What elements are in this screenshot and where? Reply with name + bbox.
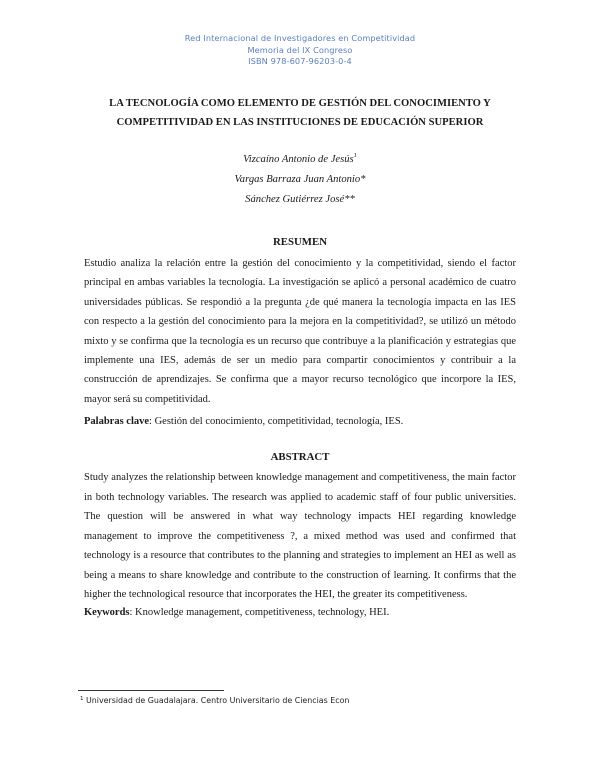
resumen-body	[84, 254, 516, 409]
author-list	[0, 150, 600, 210]
running-header	[0, 33, 600, 68]
abstract-keywords	[84, 603, 516, 622]
resumen-keywords-text: : Gestión del conocimiento, competitividad, tecnología, IES.	[149, 416, 404, 427]
paper-title	[60, 94, 540, 132]
author-1-name: Vizcaíno Antonio de Jesús	[243, 154, 354, 165]
abstract-paragraph: Study analyzes the relationship between knowledge management and competitiveness, the main factor in both technology variables. The research was applied to academic staff of four public universities. The question will be answered in what way technology impacts HEI regarding knowledge management to improve the competitiveness ?, a mixed method was used and confirmed that technology is a resource that contributes to the planning and strategies to implement an HEI as well as being a means to share knowledge and contribute to the construction of learning. It confirms that the higher the technological resource that incorporates the HEI, the greater its competitiveness.	[84, 472, 516, 600]
author-2: Vargas Barraza Juan Antonio*	[234, 174, 366, 185]
footnote-mark: 1	[80, 696, 84, 702]
header-congress: Memoria del IX Congreso	[247, 44, 353, 55]
resumen-keywords	[84, 412, 516, 431]
resumen-heading: RESUMEN	[273, 236, 327, 248]
author-1	[0, 150, 600, 170]
author-1-footnote-mark: 1	[353, 152, 357, 159]
resumen-keywords-label: Palabras clave	[84, 416, 150, 427]
title-line-2: COMPETITIVIDAD EN LAS INSTITUCIONES DE EDUCACIÓN SUPERIOR	[116, 117, 484, 128]
author-3: Sánchez Gutiérrez José**	[245, 194, 355, 205]
header-isbn: ISBN 978-607-96203-0-4	[248, 56, 352, 66]
abstract-heading: ABSTRACT	[270, 451, 330, 463]
abstract-keywords-text: : Knowledge management, competitiveness, technology, HEI.	[129, 607, 390, 618]
title-line-1: LA TECNOLOGÍA COMO ELEMENTO DE GESTIÓN DEL CONOCIMIENTO Y	[109, 98, 491, 109]
resumen-paragraph: Estudio analiza la relación entre la gestión del conocimiento y la competitividad, siendo el factor principal en ambas variables la tecnología. La investigación se aplicó a personal académico de cuatro universidades públicas. Se respondió a la pregunta ¿de qué manera la tecnología impacta en las IES con respecto a la gestión del conocimiento para la mejora en la competitividad?, se utilizó un método mixto y se confirma que la tecnología es un recurso que contribuye a la planificación y estrategias que implemente una IES, además de ser un medio para compartir conocimientos y contribuir a la construcción de aprendizajes. Se confirma que a mayor recurso tecnológico que incorpore la IES, mayor será su competitividad.	[84, 258, 516, 405]
footnote	[80, 696, 520, 705]
footnote-divider	[78, 690, 224, 691]
header-network-name: Red Internacional de Investigadores en Competitividad	[184, 33, 416, 43]
abstract-keywords-label: Keywords	[84, 607, 130, 618]
abstract-body	[84, 468, 516, 605]
footnote-text: Universidad de Guadalajara. Centro Universitario de Ciencias Econ	[83, 696, 350, 705]
